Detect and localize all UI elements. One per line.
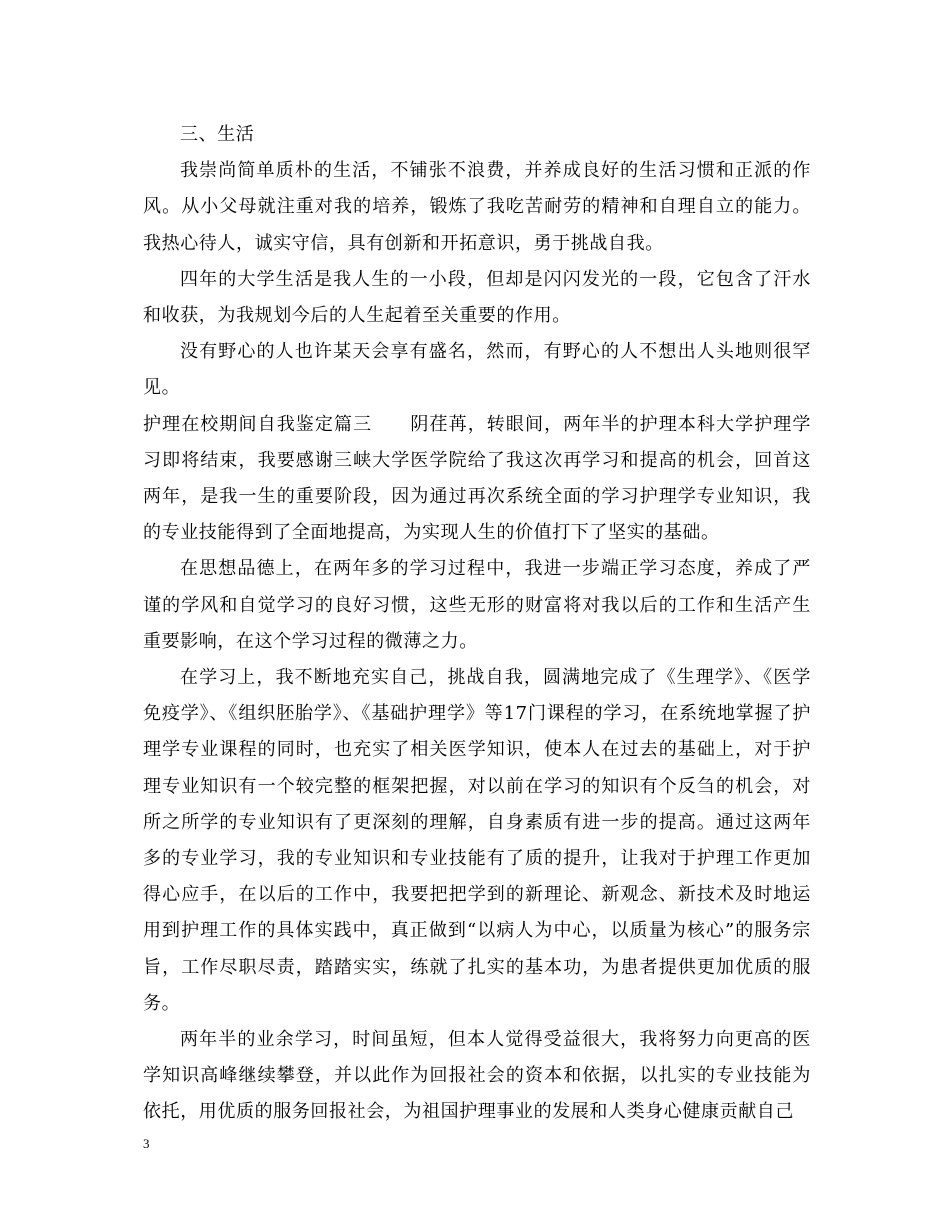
- paragraph-article-three-intro: 护理在校期间自我鉴定篇三 阴荏苒，转眼间，两年半的护理本科大学护理学习即将结束，我要感谢三峡大学医学院给了我这次再学习和提高的机会，回首这两年，是我一生的重要阶段，因为通过再次系统全面的学习护理学专业知识，我的专业技能得到了全面地提高，为实现人生的价值打下了坚实的基础。: [143, 413, 811, 544]
- paragraph-moral-character: 在思想品德上，在两年多的学习过程中，我进一步端正学习态度，养成了严谨的学风和自觉学习的良好习惯，这些无形的财富将对我以后的工作和生活产生重要影响，在这个学习过程的微薄之力。: [143, 558, 811, 652]
- paragraph-university-life: 四年的大学生活是我人生的一小段，但却是闪闪发光的一段，它包含了汗水和收获，为我规划今后的人生起着至关重要的作用。: [143, 268, 811, 327]
- page-number: 3: [143, 1136, 150, 1151]
- paragraph-part-time-study: 两年半的业余学习，时间虽短，但本人觉得受益很大，我将努力向更高的医学知识高峰继续攀登，并以此作为回报社会的资本和依据，以扎实的专业技能为依托，用优质的服务回报社会，为祖国护理事业的发展和人类身心健康贡献自己: [143, 1029, 811, 1123]
- paragraph-study: 在学习上，我不断地充实自己，挑战自我，圆满地完成了《生理学》、《医学免疫学》、《组织胚胎学》、《基础护理学》等17门课程的学习，在系统地掌握了护理学专业课程的同时，也充实了相关医学知识，使本人在过去的基础上，对于护理专业知识有一个较完整的框架把握，对以前在学习的知识有个反刍的机会，对所之所学的专业知识有了更深刻的理解，自身素质有进一步的提高。通过这两年多的专业学习，我的专业知识和专业技能有了质的提升，让我对于护理工作更加得心应手，在以后的工作中，我要把把学到的新理论、新观念、新技术及时地运用到护理工作的具体实践中，真正做到“以病人为中心，以质量为核心”的服务宗旨，工作尽职尽责，踏踏实实，练就了扎实的基本功，为患者提供更加优质的服务。: [143, 667, 811, 1014]
- paragraph-ambition-quote: 没有野心的人也许某天会享有盛名，然而，有野心的人不想出人头地则很罕见。: [143, 341, 811, 399]
- paragraph-life-style: 我崇尚简单质朴的生活，不铺张不浪费，并养成良好的生活习惯和正派的作风。从小父母就注重对我的培养，锻炼了我吃苦耐劳的精神和自理自立的能力。我热心待人，诚实守信，具有创新和开拓意识，勇于挑战自我。: [143, 160, 811, 254]
- document-body: [143, 117, 811, 1131]
- section-heading-life: 三、生活: [180, 124, 255, 145]
